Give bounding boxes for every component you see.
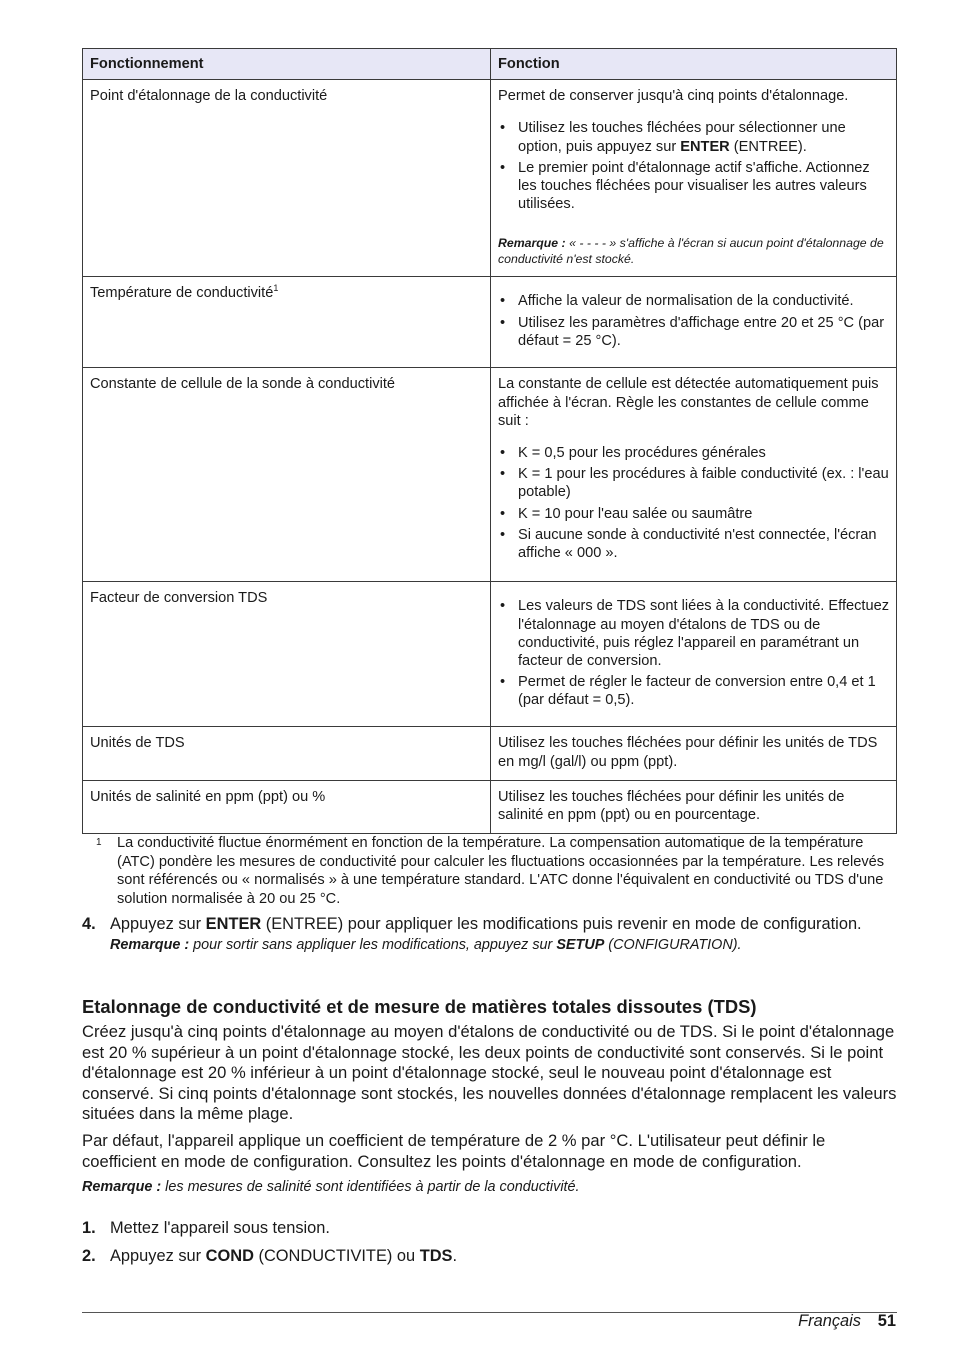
table-row <box>83 780 897 833</box>
list-item: • Affiche la valeur de normalisation de la conductivité. <box>498 292 889 310</box>
list-item: • Si aucune sonde à conductivité n'est connectée, l'écran affiche « 000 ». <box>498 526 889 562</box>
section-heading: Etalonnage de conductivité et de mesure de matières totales dissoutes (TDS) <box>82 996 757 1017</box>
step-number: 2. <box>82 1247 96 1265</box>
row-description <box>491 80 897 277</box>
note: Remarque : les mesures de salinité sont identifiées à partir de la conductivité. <box>82 1179 580 1195</box>
list-item: • K = 10 pour l'eau salée ou saumâtre <box>498 505 889 523</box>
settings-table <box>82 48 897 834</box>
row-description <box>491 582 897 727</box>
step-1 <box>82 1218 882 1238</box>
bullet-list <box>498 444 889 562</box>
row-description: Utilisez les touches fléchées pour définir les unités de salinité en ppm (ppt) ou en pourcentage. <box>491 780 897 833</box>
list-item: • Les valeurs de TDS sont liées à la conductivité. Effectuez l'étalonnage au moyen d'étalons de TDS ou de conductivité, puis réglez l'appareil en paramétrant un facteur de conversion. <box>498 597 889 670</box>
row-label: Unités de salinité en ppm (ppt) ou % <box>83 780 491 833</box>
step-text: Mettez l'appareil sous tension. <box>110 1219 330 1237</box>
footnote <box>96 834 886 908</box>
footer-divider <box>82 1312 897 1313</box>
row-description <box>491 368 897 582</box>
row-label: Facteur de conversion TDS <box>83 582 491 727</box>
bullet-list <box>498 597 889 709</box>
paragraph: Par défaut, l'appareil applique un coefficient de température de 2 % par °C. L'utilisateur peut définir le coefficient en mode de configuration. Consultez les points d'étalonnage en mode de configuration. <box>82 1131 826 1171</box>
table-row <box>83 80 897 277</box>
footnote-number: 1 <box>96 837 102 848</box>
note: Remarque : pour sortir sans appliquer les modifications, appuyez sur SETUP (CONFIGURATION). <box>110 936 742 953</box>
footer-language: Français <box>798 1312 861 1330</box>
column-header-operation: Fonctionnement <box>83 49 491 80</box>
row-label: Constante de cellule de la sonde à conductivité <box>83 368 491 582</box>
step-number: 1. <box>82 1219 96 1237</box>
step-text: Appuyez sur COND (CONDUCTIVITE) ou TDS. <box>110 1247 458 1265</box>
row-label: Température de conductivité$^1$ <box>83 277 491 368</box>
cell-intro: La constante de cellule est détectée automatiquement puis affichée à l'écran. Règle les constantes de cellule comme suit : <box>498 376 879 429</box>
list-item: • Utilisez les touches fléchées pour sélectionner une option, puis appuyez sur ENTER (ENTREE). <box>498 119 889 155</box>
row-label: Unités de TDS <box>83 727 491 780</box>
row-description: Utilisez les touches fléchées pour définir les unités de TDS en mg/l (gal/l) ou ppm (ppt). <box>491 727 897 780</box>
list-item: • Utilisez les paramètres d'affichage entre 20 et 25 °C (par défaut = 25 °C). <box>498 314 889 350</box>
table-row <box>83 277 897 368</box>
row-description <box>491 277 897 368</box>
footnote-text: La conductivité fluctue énormément en fonction de la température. La compensation automatique de la température (ATC) pondère les mesures de conductivité pour calculer les fluctuations occasionnées par la température. Les relevés sont référencés ou « normalisés » à une température standard. L'ATC donne l'équivalent en conductivité ou TDS d'une solution normalisée à 20 ou 25 °C. <box>117 835 885 907</box>
cell-intro: Permet de conserver jusqu'à cinq points d'étalonnage. <box>498 88 849 105</box>
note: Remarque : « - - - - » s'affiche à l'écran si aucun point d'étalonnage de conductivité n'est stocké. <box>498 236 884 267</box>
footnote-ref: 1 <box>273 283 279 294</box>
paragraph: Créez jusqu'à cinq points d'étalonnage au moyen d'étalons de conductivité ou de TDS. Si le point d'étalonnage est 20 % supérieur à un point d'étalonnage stocké, les deux points de conductivité sont conservés. Si le point d'étalonnage est 20 % inférieur à un point d'étalonnage stocké, seul le nouveau point d'étalonnage est conservé. Si cinq points d'étalonnage sont stockés, les nouvelles données d'étalonnage remplacent les valeurs situées dans la même plage. <box>82 1022 897 1124</box>
row-label: Point d'étalonnage de la conductivité <box>83 80 491 277</box>
step-4 <box>82 914 882 954</box>
bullet-list <box>498 292 889 350</box>
column-header-function: Fonction <box>491 49 897 80</box>
table-row <box>83 727 897 780</box>
table-row <box>83 368 897 582</box>
bullet-list <box>498 119 889 213</box>
page-number: 51 <box>877 1312 896 1330</box>
table-row <box>83 582 897 727</box>
step-text: Appuyez sur ENTER (ENTREE) pour appliquer les modifications puis revenir en mode de configuration. Remarque : pour sortir sans appliquer les modifications, appuyez sur SETUP (CONFIGURATION). <box>110 914 882 954</box>
table-header-row <box>83 49 897 80</box>
list-item: • Le premier point d'étalonnage actif s'affiche. Actionnez les touches fléchées pour visualiser les autres valeurs utilisées. <box>498 159 889 214</box>
list-item: • Permet de régler le facteur de conversion entre 0,4 et 1 (par défaut = 0,5). <box>498 673 889 709</box>
step-number: 4. <box>82 915 96 933</box>
list-item: • K = 1 pour les procédures à faible conductivité (ex. : l'eau potable) <box>498 465 889 501</box>
step-2 <box>82 1246 882 1266</box>
list-item: • K = 0,5 pour les procédures générales <box>498 444 889 462</box>
